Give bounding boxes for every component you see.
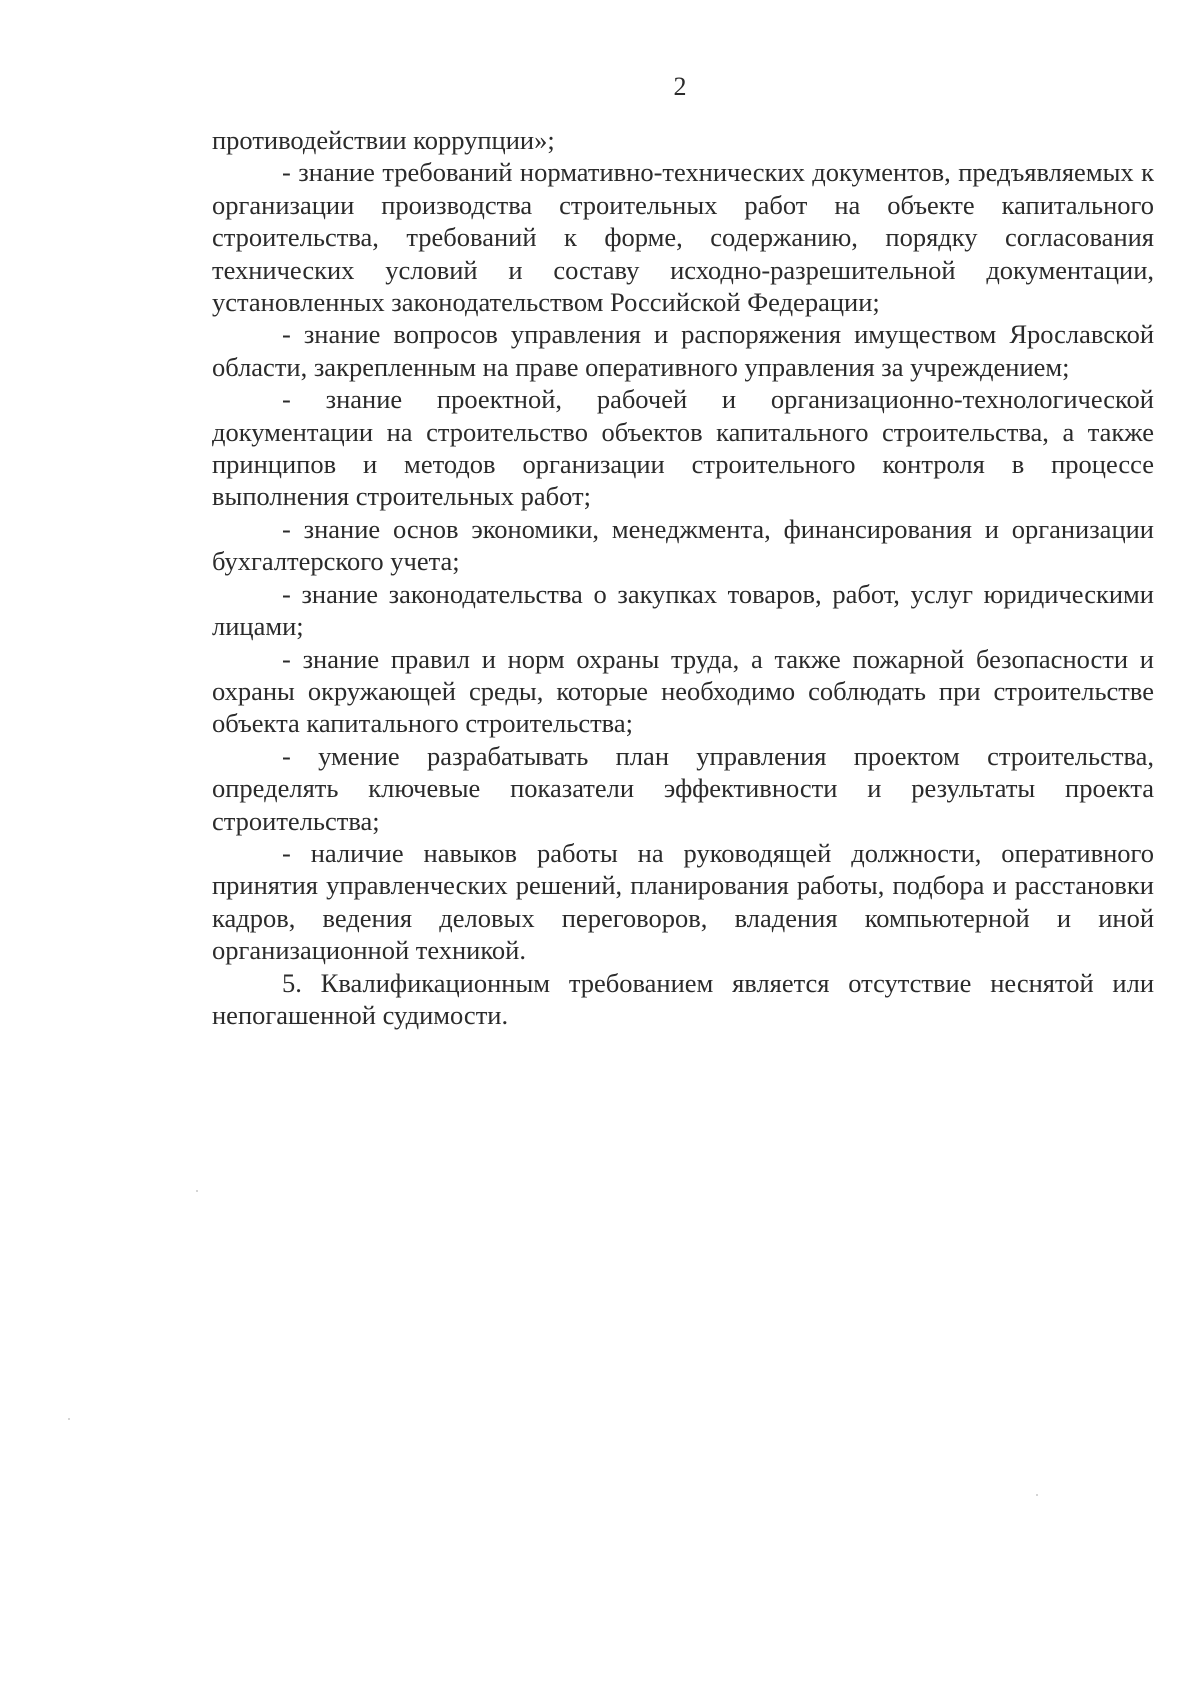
document-body [212,124,1154,1031]
scan-speck [196,1190,198,1192]
paragraph-procurement: - знание законодательства о закупках товаров, работ, услуг юридическими лицами; [212,578,1154,642]
scan-speck [68,1418,70,1420]
scan-speck [1036,1494,1038,1496]
paragraph-economics: - знание основ экономики, менеджмента, финансирования и организации бухгалтерского учета; [212,513,1154,577]
paragraph-labor-safety: - знание правил и норм охраны труда, а также пожарной безопасности и охраны окружающей среды, которые необходимо соблюдать при строительстве объекта капитального строительства; [212,643,1154,739]
paragraph-project-plan: - умение разрабатывать план управления проектом строительства, определять ключевые показатели эффективности и результаты проекта строительства; [212,740,1154,836]
paragraph-continuation: противодействии коррупции»; [212,125,555,155]
paragraph-qualification-requirement: 5. Квалификационным требованием является отсутствие неснятой или непогашенной судимости. [212,967,1154,1030]
paragraph-project-documentation: - знание проектной, рабочей и организационно-технологической документации на строительство объектов капитального строительства, а также принципов и методов организации строительного контроля в процессе выполнения строительных работ; [212,384,1154,512]
paragraph-property-management: - знание вопросов управления и распоряжения имуществом Ярославской области, закрепленным на праве оперативного управления за учреждением; [212,319,1154,382]
paragraph-management-skills: - наличие навыков работы на руководящей должности, оперативного принятия управленческих решений, планирования работы, подбора и расстановки кадров, ведения деловых переговоров, владения компьютерной и иной организационной техникой. [212,837,1154,966]
paragraph-normative-documents: - знание требований нормативно-технических документов, предъявляемых к организации производства строительных работ на объекте капитального строительства, требований к форме, содержанию, порядку согласования технических условий и составу исходно-разрешительной документации, установленных законодательством Российской Федерации; [212,157,1154,318]
page-number: 2 [673,72,687,101]
